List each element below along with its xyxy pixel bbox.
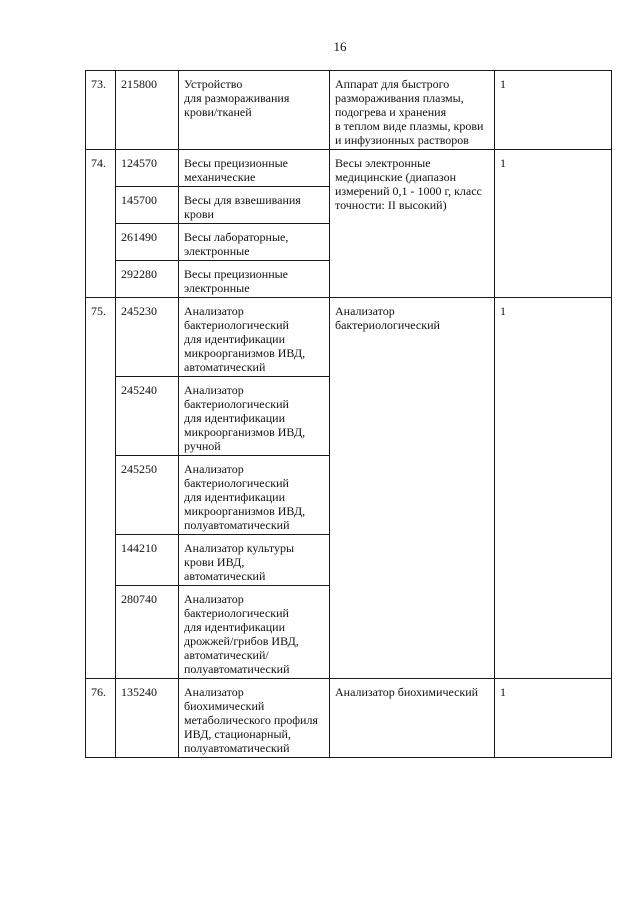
table-row: [86, 679, 612, 758]
position-number: 76.: [86, 679, 116, 758]
table-row: [86, 298, 612, 377]
item-name: Анализатор бактериологический для идентификации микроорганизмов ИВД, полуавтоматический: [179, 456, 330, 535]
item-code: 245240: [116, 377, 179, 456]
equipment-description: Весы электронные медицинские (диапазон измерений 0,1 - 1000 г, класс точности: II высокий): [330, 150, 495, 298]
quantity: 1: [495, 150, 612, 298]
item-code: 215800: [116, 71, 179, 150]
quantity: 1: [495, 298, 612, 679]
position-number: 75.: [86, 298, 116, 679]
item-name: Весы прецизионные электронные: [179, 261, 330, 298]
page-number: 16: [333, 39, 347, 54]
equipment-table: [85, 70, 612, 758]
item-code: 280740: [116, 586, 179, 679]
item-code: 145700: [116, 187, 179, 224]
table-row: [86, 150, 612, 187]
table-row: [86, 71, 612, 150]
item-code: 261490: [116, 224, 179, 261]
item-name: Анализатор бактериологический для идентификации микроорганизмов ИВД, автоматический: [179, 298, 330, 377]
item-code: 135240: [116, 679, 179, 758]
item-code: 124570: [116, 150, 179, 187]
position-number: 73.: [86, 71, 116, 150]
item-name: Весы прецизионные механические: [179, 150, 330, 187]
item-name: Анализатор бактериологический для идентификации дрожжей/грибов ИВД, автоматический/ полуавтоматический: [179, 586, 330, 679]
equipment-description: Анализатор бактериологический: [330, 298, 495, 679]
item-name: Анализатор биохимический метаболического профиля ИВД, стационарный, полуавтоматический: [179, 679, 330, 758]
equipment-description: Аппарат для быстрого размораживания плазмы, подогрева и хранения в теплом виде плазмы, крови и инфузионных растворов: [330, 71, 495, 150]
item-name: Устройство для размораживания крови/тканей: [179, 71, 330, 150]
item-name: Анализатор культуры крови ИВД, автоматический: [179, 535, 330, 586]
item-name: Анализатор бактериологический для идентификации микроорганизмов ИВД, ручной: [179, 377, 330, 456]
item-code: 292280: [116, 261, 179, 298]
quantity: 1: [495, 71, 612, 150]
item-name: Весы лабораторные, электронные: [179, 224, 330, 261]
equipment-description: Анализатор биохимический: [330, 679, 495, 758]
item-code: 245230: [116, 298, 179, 377]
item-code: 245250: [116, 456, 179, 535]
position-number: 74.: [86, 150, 116, 298]
quantity: 1: [495, 679, 612, 758]
item-code: 144210: [116, 535, 179, 586]
item-name: Весы для взвешивания крови: [179, 187, 330, 224]
